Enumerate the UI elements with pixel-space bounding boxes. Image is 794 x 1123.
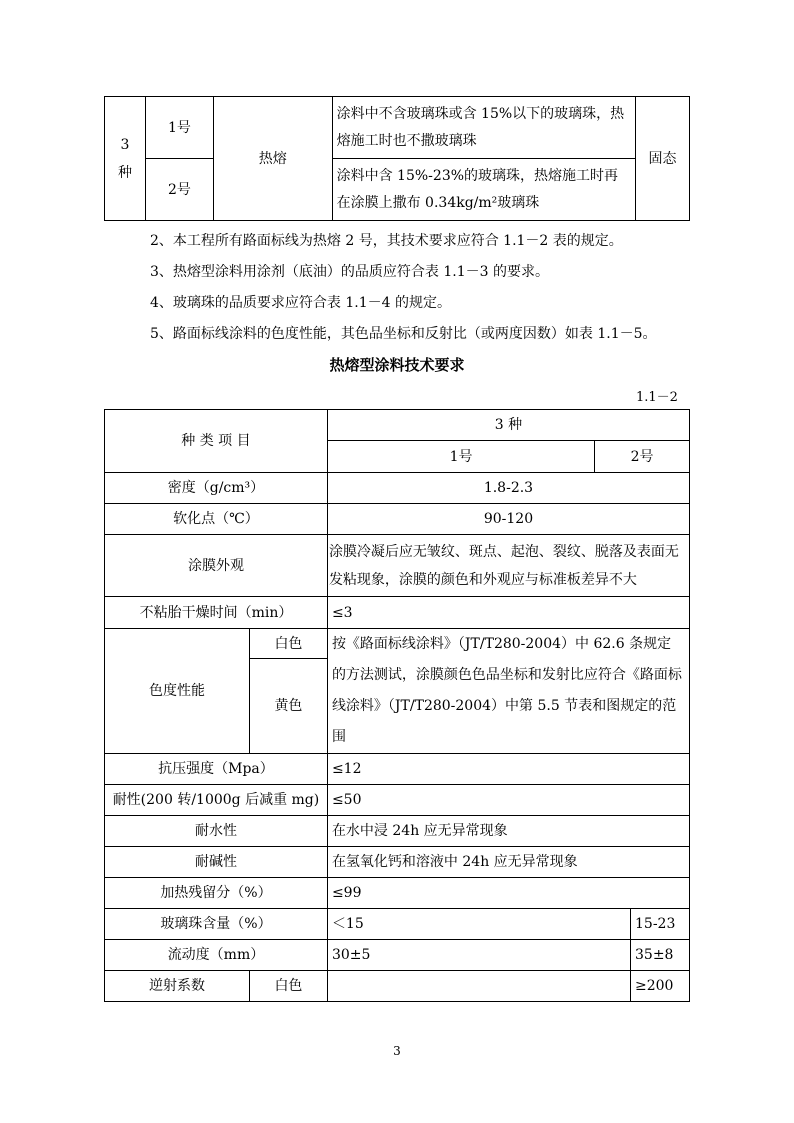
method-cell: 热熔 bbox=[213, 97, 332, 221]
grade2-cell: 2号 bbox=[145, 159, 213, 221]
dry-time-label: 不粘胎干燥时间（min） bbox=[105, 597, 328, 629]
grade2-desc: 涂料中含 15%-23%的玻璃珠，热熔施工时再在涂膜上撒布 0.34kg/m²玻璃珠 bbox=[332, 159, 635, 221]
dry-time-value: ≤3 bbox=[327, 597, 689, 629]
softening-label: 软化点（℃） bbox=[105, 504, 328, 535]
alkali-value: 在氢氧化钙和溶液中 24h 应无异常现象 bbox=[327, 847, 689, 878]
appearance-value: 涂膜冷凝后应无皱纹、斑点、起泡、裂纹、脱落及表面无发粘现象，涂膜的颜色和外观应与标准板差异不大 bbox=[327, 535, 689, 597]
flow-label: 流动度（mm） bbox=[105, 940, 328, 971]
bead-grade1: ＜15 bbox=[327, 909, 630, 940]
grade1-desc: 涂料中不含玻璃珠或含 15%以下的玻璃珠，热熔施工时也不撒玻璃珠 bbox=[332, 97, 635, 159]
residue-label: 加热残留分（%） bbox=[105, 878, 328, 909]
retro-white: 白色 bbox=[249, 971, 327, 1002]
table-title: 热熔型涂料技术要求 bbox=[329, 356, 465, 374]
paragraph-5: 5、路面标线涂料的色度性能，其色品坐标和反射比（或两度因数）如表 1.1－5。 bbox=[150, 326, 657, 342]
softening-value: 90-120 bbox=[327, 504, 689, 535]
color-yellow: 黄色 bbox=[249, 659, 327, 754]
bead-label: 玻璃珠含量（%） bbox=[105, 909, 328, 940]
residue-value: ≤99 bbox=[327, 878, 689, 909]
retro-grade1 bbox=[327, 971, 630, 1002]
retro-grade2: ≥200 bbox=[631, 971, 690, 1002]
state-cell: 固态 bbox=[636, 97, 690, 221]
spec-table bbox=[104, 409, 690, 1002]
header-grade2: 2号 bbox=[595, 441, 690, 473]
density-label: 密度（g/cm³） bbox=[105, 473, 328, 504]
grade1-cell: 1号 bbox=[145, 97, 213, 159]
appearance-label: 涂膜外观 bbox=[105, 535, 328, 597]
bead-grade2: 15-23 bbox=[631, 909, 690, 940]
flow-grade1: 30±5 bbox=[327, 940, 630, 971]
grade-table bbox=[104, 96, 690, 221]
wear-label: 耐性(200 转/1000g 后减重 mg) bbox=[105, 785, 328, 816]
alkali-label: 耐碱性 bbox=[105, 847, 328, 878]
density-value: 1.8-2.3 bbox=[327, 473, 689, 504]
paragraph-4: 4、玻璃珠的品质要求应符合表 1.1－4 的规定。 bbox=[150, 295, 451, 311]
table-label: 1.1－2 bbox=[636, 390, 678, 405]
retro-label: 逆射系数 bbox=[105, 971, 250, 1002]
water-value: 在水中浸 24h 应无异常现象 bbox=[327, 816, 689, 847]
wear-value: ≤50 bbox=[327, 785, 689, 816]
compress-value: ≤12 bbox=[327, 754, 689, 785]
kind-cell: 3 种 bbox=[105, 97, 146, 221]
header-grade1: 1号 bbox=[327, 441, 594, 473]
color-white: 白色 bbox=[249, 629, 327, 659]
header-item: 种 类 项 目 bbox=[105, 410, 328, 473]
water-label: 耐水性 bbox=[105, 816, 328, 847]
flow-grade2: 35±8 bbox=[631, 940, 690, 971]
compress-label: 抗压强度（Mpa） bbox=[105, 754, 328, 785]
header-kind: 3 种 bbox=[327, 410, 689, 441]
paragraph-2: 2、本工程所有路面标线为热熔 2 号，其技术要求应符合 1.1－2 表的规定。 bbox=[150, 233, 623, 249]
paragraph-3: 3、热熔型涂料用涂剂（底油）的品质应符合表 1.1－3 的要求。 bbox=[150, 264, 549, 280]
color-label: 色度性能 bbox=[105, 629, 250, 754]
color-value: 按《路面标线涂料》（JT/T280-2004）中 62.6 条规定的方法测试，涂膜颜色色品坐标和发射比应符合《路面标线涂料》（JT/T280-2004）中第 5.5 节表和图规定的范围 bbox=[327, 629, 689, 754]
page-number: 3 bbox=[393, 1044, 401, 1058]
